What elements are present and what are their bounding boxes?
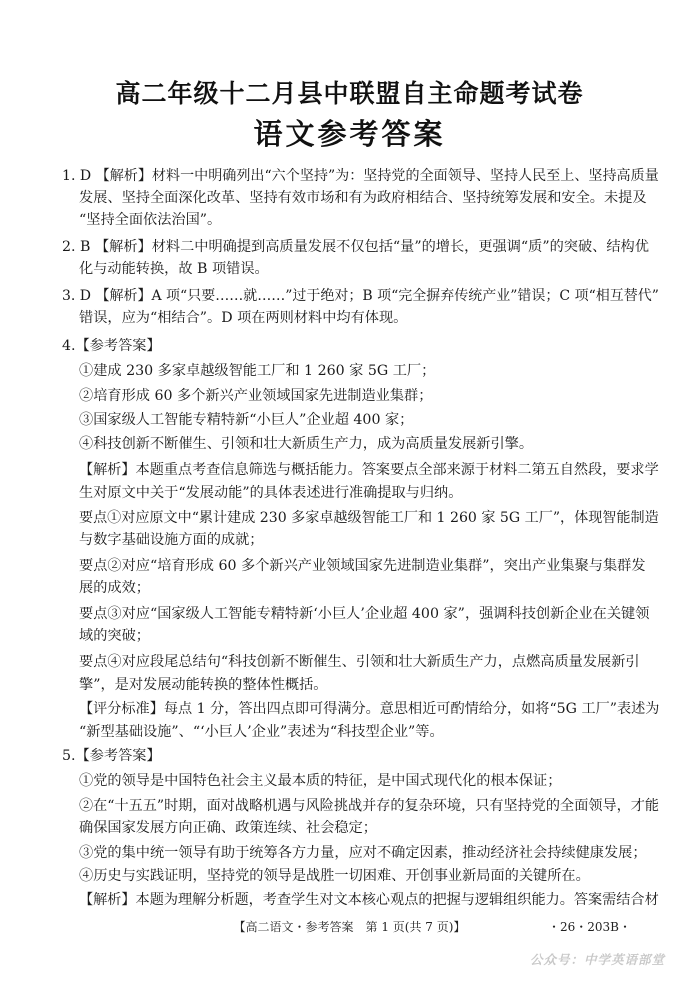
- q2-analysis-line: 化与动能转换，故 B 项错误。: [79, 261, 269, 277]
- q4-analysis-line: 要点①对应原文中“累计建成 230 多家卓越级智能工厂和 1 260 家 5G 工厂”，体现智能制造: [79, 510, 659, 526]
- q4-answer-point: ④科技创新不断催生、引领和壮大新质生产力，成为高质量发展新引擎。: [79, 436, 534, 452]
- exam-title: 高二年级十二月县中联盟自主命题考试卷: [115, 79, 584, 108]
- q4-analysis-line: 域的突破；: [79, 628, 150, 644]
- q1-analysis-line: 发展、坚持全面深化改革、坚持有效市场和有为政府相结合、坚持统筹发展和安全。未提及: [79, 190, 647, 206]
- q4-answer-point: ②培育形成 60 多个新兴产业领域国家先进制造业集群；: [79, 388, 433, 404]
- q5-answer-point: ③党的集中统一领导有助于统筹各方力量，应对不确定因素，推动经济社会持续健康发展；: [79, 845, 647, 861]
- q4-analysis-line: 要点③对应“国家级人工智能专精特新‘小巨人’企业超 400 家”，强调科技创新企业在关键领: [79, 606, 650, 622]
- q1-analysis-line: 1. D 【解析】材料一中明确列出“六个坚持”为：坚持党的全面领导、坚持人民至上、坚持高质量: [62, 168, 659, 184]
- exam-code: ・26・203B・: [548, 920, 631, 934]
- q4-analysis-line: 【解析】本题重点考查信息筛选与概括能力。答案要点全部来源于材料二第五自然段，要求学: [79, 462, 659, 478]
- q2-analysis-line: 2. B 【解析】材料二中明确提到高质量发展不仅包括“量”的增长，更强调“质”的突破、结构优: [62, 239, 649, 255]
- q4-answer-point: ③国家级人工智能专精特新“小巨人”企业超 400 家；: [79, 412, 414, 428]
- q4-heading: 4.【参考答案】: [62, 338, 161, 354]
- page-footer: 【高二语文・参考答案 第 1 页(共 7 页)】: [233, 920, 466, 934]
- q4-scoring-line: 【评分标准】每点 1 分，答出四点即可得满分。意思相近可酌情给分，如将“5G 工厂”表述为: [79, 701, 660, 717]
- q4-analysis-line: 要点②对应“培育形成 60 多个新兴产业领域国家先进制造业集群”，突出产业集聚与集群发: [79, 558, 646, 574]
- answer-key-title: 语文参考答案: [253, 117, 446, 151]
- q5-answer-point: ①党的领导是中国特色社会主义最本质的特征，是中国式现代化的根本保证；: [79, 773, 562, 789]
- q4-answer-point: ①建成 230 多家卓越级智能工厂和 1 260 家 5G 工厂；: [79, 363, 436, 379]
- q5-answer-point: 确保国家发展方向正确、政策连续、社会稳定；: [79, 820, 377, 836]
- watermark: 公众号：中学英语部堂: [529, 952, 665, 967]
- q4-analysis-line: 展的成效；: [79, 580, 150, 596]
- q4-scoring-line: “新型基础设施”、“‘小巨人’企业”表述为“科技型企业”等。: [79, 724, 444, 740]
- q5-heading: 5.【参考答案】: [62, 748, 161, 764]
- q4-analysis-line: 生对原文中关于“发展动能”的具体表述进行准确提取与归纳。: [79, 485, 463, 501]
- q5-analysis-line: 【解析】本题为理解分析题，考查学生对文本核心观点的把握与逻辑组织能力。答案需结合材: [79, 892, 659, 908]
- q4-analysis-line: 要点④对应段尾总结句“科技创新不断催生、引领和壮大新质生产力，点燃高质量发展新引: [79, 654, 640, 670]
- q4-analysis-line: 擎”，是对发展动能转换的整体性概括。: [79, 677, 328, 693]
- q3-analysis-line: 错误，应为“相结合”。D 项在两则材料中均有体现。: [79, 310, 408, 326]
- q5-answer-point: ②在“十五五”时期，面对战略机遇与风险挑战并存的复杂环境，只有坚持党的全面领导，才能: [79, 798, 660, 814]
- q1-analysis-line: “坚持全面依法治国”。: [79, 212, 222, 228]
- q4-analysis-line: 与数字基础设施方面的成就；: [79, 532, 264, 548]
- q5-answer-point: ④历史与实践证明，坚持党的领导是战胜一切困难、开创事业新局面的关键所在。: [79, 868, 590, 884]
- q3-analysis-line: 3. D 【解析】A 项“只要……就……”过于绝对；B 项“完全摒弃传统产业”错误；C 项“相互替代”: [62, 288, 659, 304]
